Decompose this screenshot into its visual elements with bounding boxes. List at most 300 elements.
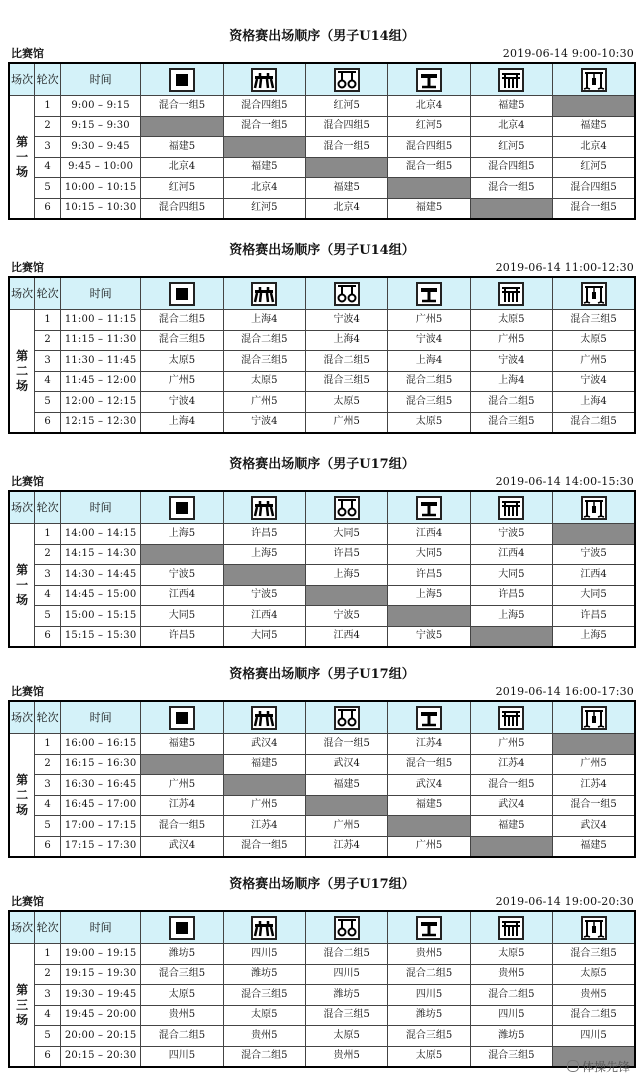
empty-slot: [553, 734, 635, 755]
team-cell: 广州5: [470, 330, 552, 351]
table-row: [9, 351, 635, 372]
pommel-horse-icon: [251, 282, 277, 306]
team-cell: 宁波5: [553, 544, 635, 565]
team-cell: 混合二组5: [388, 964, 470, 985]
table-row: [9, 96, 635, 117]
team-cell: 混合三组5: [470, 412, 552, 433]
team-cell: 武汉4: [223, 734, 305, 755]
team-cell: 潍坊5: [141, 944, 223, 965]
time-slot: 9:30 – 9:45: [60, 137, 140, 158]
table-row: [9, 944, 635, 965]
round-number: 5: [35, 816, 61, 837]
header-row: [9, 277, 635, 310]
team-cell: 潍坊5: [305, 985, 387, 1006]
date-time: 2019-06-14 16:00-17:30: [495, 685, 634, 698]
time-slot: 12:15 – 12:30: [60, 412, 140, 433]
team-cell: 混合二组5: [141, 310, 223, 331]
empty-slot: [470, 198, 552, 219]
time-slot: 16:15 – 16:30: [60, 754, 140, 775]
team-cell: 混合一组5: [553, 795, 635, 816]
team-cell: 武汉4: [470, 795, 552, 816]
team-cell: 宁波4: [470, 351, 552, 372]
horizontal-bar-icon: [581, 282, 607, 306]
team-cell: 混合三组5: [553, 310, 635, 331]
parallel-bars-icon: [498, 68, 524, 92]
table-row: [9, 795, 635, 816]
empty-slot: [305, 585, 387, 606]
table-row: [9, 836, 635, 857]
apparatus-header: [223, 63, 305, 96]
team-cell: 许昌5: [388, 565, 470, 586]
time-slot: 14:30 – 14:45: [60, 565, 140, 586]
team-cell: 红河5: [223, 198, 305, 219]
session-header: 场次: [9, 911, 35, 944]
team-cell: 许昌5: [470, 585, 552, 606]
team-cell: 北京4: [141, 157, 223, 178]
team-cell: 武汉4: [553, 816, 635, 837]
apparatus-header: [470, 63, 552, 96]
time-slot: 11:15 – 11:30: [60, 330, 140, 351]
apparatus-header: [223, 491, 305, 524]
empty-slot: [305, 157, 387, 178]
table-row: [9, 775, 635, 796]
team-cell: 混合二组5: [305, 351, 387, 372]
team-cell: 混合三组5: [223, 985, 305, 1006]
floor-exercise-icon: [169, 916, 195, 940]
team-cell: 太原5: [305, 392, 387, 413]
time-header: 时间: [60, 491, 140, 524]
round-header: 轮次: [35, 63, 61, 96]
time-slot: 16:45 – 17:00: [60, 795, 140, 816]
table-row: [9, 1005, 635, 1026]
time-slot: 11:00 – 11:15: [60, 310, 140, 331]
team-cell: 宁波4: [553, 371, 635, 392]
empty-slot: [223, 775, 305, 796]
empty-slot: [388, 606, 470, 627]
team-cell: 混合一组5: [470, 775, 552, 796]
parallel-bars-icon: [498, 916, 524, 940]
team-cell: 江苏4: [141, 795, 223, 816]
team-cell: 太原5: [223, 371, 305, 392]
venue-label: 比赛馆: [11, 685, 44, 698]
team-cell: 四川5: [141, 1046, 223, 1067]
time-slot: 12:00 – 12:15: [60, 392, 140, 413]
table-row: [9, 1026, 635, 1047]
apparatus-header: [553, 491, 635, 524]
team-cell: 混合三组5: [388, 392, 470, 413]
wechat-logo-icon: [567, 1060, 579, 1072]
apparatus-header: [388, 701, 470, 734]
apparatus-header: [388, 911, 470, 944]
team-cell: 贵州5: [388, 944, 470, 965]
rings-icon: [334, 282, 360, 306]
empty-slot: [553, 524, 635, 545]
team-cell: 混合一组5: [223, 836, 305, 857]
round-number: 4: [35, 157, 61, 178]
table-row: [9, 626, 635, 647]
team-cell: 广州5: [553, 351, 635, 372]
team-cell: 江西4: [223, 606, 305, 627]
time-slot: 10:00 – 10:15: [60, 178, 140, 199]
round-number: 3: [35, 351, 61, 372]
team-cell: 福建5: [553, 836, 635, 857]
venue-label: 比赛馆: [11, 475, 44, 488]
empty-slot: [141, 116, 223, 137]
round-number: 1: [35, 524, 61, 545]
team-cell: 太原5: [388, 1046, 470, 1067]
schedule-table: [8, 62, 636, 220]
apparatus-header: [305, 701, 387, 734]
table-row: [9, 754, 635, 775]
round-number: 2: [35, 544, 61, 565]
apparatus-header: [141, 63, 223, 96]
empty-slot: [141, 754, 223, 775]
round-number: 5: [35, 606, 61, 627]
team-cell: 广州5: [305, 412, 387, 433]
team-cell: 武汉4: [305, 754, 387, 775]
team-cell: 大同5: [141, 606, 223, 627]
team-cell: 混合二组5: [553, 412, 635, 433]
team-cell: 混合三组5: [305, 1005, 387, 1026]
team-cell: 混合三组5: [470, 1046, 552, 1067]
round-number: 1: [35, 944, 61, 965]
team-cell: 上海5: [305, 565, 387, 586]
team-cell: 福建5: [388, 198, 470, 219]
team-cell: 混合二组5: [553, 1005, 635, 1026]
block-title: 资格赛出场顺序（男子U17组）: [229, 877, 415, 892]
team-cell: 混合三组5: [388, 1026, 470, 1047]
team-cell: 宁波5: [305, 606, 387, 627]
team-cell: 四川5: [553, 1026, 635, 1047]
team-cell: 武汉4: [141, 836, 223, 857]
team-cell: 混合二组5: [388, 371, 470, 392]
watermark: 体操先锋: [567, 1058, 630, 1075]
table-row: [9, 985, 635, 1006]
table-row: [9, 412, 635, 433]
parallel-bars-icon: [498, 282, 524, 306]
team-cell: 福建5: [388, 795, 470, 816]
team-cell: 北京4: [388, 96, 470, 117]
team-cell: 宁波5: [470, 524, 552, 545]
round-number: 6: [35, 198, 61, 219]
team-cell: 武汉4: [388, 775, 470, 796]
time-slot: 15:00 – 15:15: [60, 606, 140, 627]
team-cell: 上海5: [553, 626, 635, 647]
team-cell: 潍坊5: [388, 1005, 470, 1026]
block-title: 资格赛出场顺序（男子U14组）: [229, 243, 415, 258]
team-cell: 混合四组5: [223, 96, 305, 117]
time-slot: 11:30 – 11:45: [60, 351, 140, 372]
time-header: 时间: [60, 63, 140, 96]
table-row: [9, 565, 635, 586]
team-cell: 太原5: [305, 1026, 387, 1047]
team-cell: 大同5: [305, 524, 387, 545]
time-slot: 19:30 – 19:45: [60, 985, 140, 1006]
time-slot: 20:00 – 20:15: [60, 1026, 140, 1047]
table-row: [9, 816, 635, 837]
team-cell: 贵州5: [553, 985, 635, 1006]
session-label: 第 二 场: [9, 310, 35, 434]
team-cell: 许昌5: [305, 544, 387, 565]
floor-exercise-icon: [169, 706, 195, 730]
horizontal-bar-icon: [581, 916, 607, 940]
team-cell: 混合四组5: [141, 198, 223, 219]
team-cell: 潍坊5: [223, 964, 305, 985]
date-time: 2019-06-14 9:00-10:30: [502, 47, 634, 60]
pommel-horse-icon: [251, 68, 277, 92]
round-number: 5: [35, 1026, 61, 1047]
team-cell: 混合一组5: [141, 816, 223, 837]
empty-slot: [470, 626, 552, 647]
schedule-table: [8, 700, 636, 858]
team-cell: 上海5: [388, 585, 470, 606]
empty-slot: [553, 96, 635, 117]
team-cell: 太原5: [470, 310, 552, 331]
table-row: [9, 157, 635, 178]
team-cell: 混合四组5: [388, 137, 470, 158]
team-cell: 北京4: [305, 198, 387, 219]
team-cell: 福建5: [470, 96, 552, 117]
date-time: 2019-06-14 19:00-20:30: [495, 895, 634, 908]
team-cell: 混合一组5: [141, 96, 223, 117]
apparatus-header: [470, 911, 552, 944]
team-cell: 大同5: [470, 565, 552, 586]
team-cell: 广州5: [223, 795, 305, 816]
team-cell: 福建5: [223, 157, 305, 178]
schedule-table: [8, 276, 636, 434]
team-cell: 大同5: [553, 585, 635, 606]
round-number: 1: [35, 96, 61, 117]
team-cell: 许昌5: [223, 524, 305, 545]
team-cell: 红河5: [305, 96, 387, 117]
team-cell: 混合一组5: [305, 734, 387, 755]
time-slot: 15:15 – 15:30: [60, 626, 140, 647]
team-cell: 红河5: [141, 178, 223, 199]
team-cell: 太原5: [141, 985, 223, 1006]
round-number: 3: [35, 565, 61, 586]
team-cell: 上海4: [553, 392, 635, 413]
team-cell: 宁波5: [141, 565, 223, 586]
team-cell: 大同5: [223, 626, 305, 647]
date-time: 2019-06-14 14:00-15:30: [495, 475, 634, 488]
table-row: [9, 734, 635, 755]
time-header: 时间: [60, 277, 140, 310]
team-cell: 北京4: [470, 116, 552, 137]
round-header: 轮次: [35, 911, 61, 944]
team-cell: 太原5: [470, 944, 552, 965]
team-cell: 江苏4: [388, 734, 470, 755]
apparatus-header: [141, 491, 223, 524]
session-label: 第 二 场: [9, 734, 35, 858]
apparatus-header: [141, 701, 223, 734]
team-cell: 上海4: [388, 351, 470, 372]
round-number: 4: [35, 795, 61, 816]
venue-label: 比赛馆: [11, 47, 44, 60]
session-label: 第 一 场: [9, 96, 35, 220]
session-header: 场次: [9, 701, 35, 734]
team-cell: 福建5: [553, 116, 635, 137]
table-row: [9, 964, 635, 985]
round-header: 轮次: [35, 277, 61, 310]
empty-slot: [223, 565, 305, 586]
horizontal-bar-icon: [581, 706, 607, 730]
pommel-horse-icon: [251, 916, 277, 940]
team-cell: 许昌5: [553, 606, 635, 627]
time-slot: 19:15 – 19:30: [60, 964, 140, 985]
time-slot: 19:45 – 20:00: [60, 1005, 140, 1026]
apparatus-header: [470, 277, 552, 310]
team-cell: 四川5: [223, 944, 305, 965]
venue-label: 比赛馆: [11, 261, 44, 274]
team-cell: 上海4: [470, 371, 552, 392]
team-cell: 上海5: [223, 544, 305, 565]
team-cell: 广州5: [553, 754, 635, 775]
date-time: 2019-06-14 11:00-12:30: [495, 261, 634, 274]
apparatus-header: [470, 701, 552, 734]
team-cell: 宁波4: [223, 412, 305, 433]
team-cell: 江苏4: [470, 754, 552, 775]
round-number: 4: [35, 585, 61, 606]
team-cell: 混合二组5: [223, 330, 305, 351]
table-row: [9, 1046, 635, 1067]
rings-icon: [334, 496, 360, 520]
team-cell: 上海4: [223, 310, 305, 331]
team-cell: 上海5: [141, 524, 223, 545]
team-cell: 混合三组5: [141, 330, 223, 351]
team-cell: 混合一组5: [223, 116, 305, 137]
team-cell: 混合三组5: [141, 964, 223, 985]
team-cell: 混合一组5: [305, 137, 387, 158]
empty-slot: [388, 178, 470, 199]
team-cell: 江西4: [388, 524, 470, 545]
empty-slot: [223, 137, 305, 158]
team-cell: 混合二组5: [223, 1046, 305, 1067]
table-row: [9, 524, 635, 545]
team-cell: 广州5: [388, 310, 470, 331]
team-cell: 福建5: [141, 137, 223, 158]
pommel-horse-icon: [251, 706, 277, 730]
block-title: 资格赛出场顺序（男子U17组）: [229, 667, 415, 682]
round-number: 1: [35, 310, 61, 331]
table-row: [9, 116, 635, 137]
floor-exercise-icon: [169, 68, 195, 92]
round-number: 2: [35, 116, 61, 137]
apparatus-header: [388, 63, 470, 96]
team-cell: 贵州5: [470, 964, 552, 985]
team-cell: 福建5: [470, 816, 552, 837]
apparatus-header: [305, 63, 387, 96]
team-cell: 上海5: [470, 606, 552, 627]
round-number: 3: [35, 775, 61, 796]
round-number: 4: [35, 371, 61, 392]
team-cell: 混合四组5: [553, 178, 635, 199]
time-slot: 16:00 – 16:15: [60, 734, 140, 755]
vault-icon: [416, 68, 442, 92]
apparatus-header: [223, 911, 305, 944]
team-cell: 宁波4: [305, 310, 387, 331]
time-slot: 17:15 – 17:30: [60, 836, 140, 857]
round-number: 6: [35, 412, 61, 433]
time-slot: 17:00 – 17:15: [60, 816, 140, 837]
team-cell: 江苏4: [223, 816, 305, 837]
rings-icon: [334, 706, 360, 730]
empty-slot: [470, 836, 552, 857]
team-cell: 福建5: [141, 734, 223, 755]
header-row: [9, 911, 635, 944]
table-row: [9, 585, 635, 606]
round-number: 2: [35, 330, 61, 351]
team-cell: 红河5: [388, 116, 470, 137]
round-number: 2: [35, 754, 61, 775]
apparatus-header: [223, 277, 305, 310]
schedule-table: [8, 490, 636, 648]
time-slot: 20:15 – 20:30: [60, 1046, 140, 1067]
round-number: 5: [35, 392, 61, 413]
round-number: 3: [35, 137, 61, 158]
venue-label: 比赛馆: [11, 895, 44, 908]
time-slot: 14:15 – 14:30: [60, 544, 140, 565]
table-row: [9, 330, 635, 351]
rings-icon: [334, 68, 360, 92]
table-row: [9, 310, 635, 331]
team-cell: 四川5: [305, 964, 387, 985]
horizontal-bar-icon: [581, 496, 607, 520]
team-cell: 混合四组5: [305, 116, 387, 137]
time-slot: 16:30 – 16:45: [60, 775, 140, 796]
team-cell: 广州5: [223, 392, 305, 413]
team-cell: 大同5: [388, 544, 470, 565]
time-slot: 11:45 – 12:00: [60, 371, 140, 392]
time-slot: 10:15 – 10:30: [60, 198, 140, 219]
empty-slot: [388, 816, 470, 837]
team-cell: 贵州5: [141, 1005, 223, 1026]
time-slot: 9:00 – 9:15: [60, 96, 140, 117]
apparatus-header: [141, 911, 223, 944]
apparatus-header: [388, 277, 470, 310]
apparatus-header: [553, 277, 635, 310]
team-cell: 太原5: [141, 351, 223, 372]
session-header: 场次: [9, 491, 35, 524]
rings-icon: [334, 916, 360, 940]
header-row: [9, 63, 635, 96]
vault-icon: [416, 282, 442, 306]
vault-icon: [416, 916, 442, 940]
team-cell: 江西4: [553, 565, 635, 586]
apparatus-header: [388, 491, 470, 524]
apparatus-header: [305, 911, 387, 944]
round-header: 轮次: [35, 491, 61, 524]
team-cell: 江苏4: [553, 775, 635, 796]
apparatus-header: [305, 491, 387, 524]
vault-icon: [416, 706, 442, 730]
team-cell: 上海4: [305, 330, 387, 351]
team-cell: 混合一组5: [388, 157, 470, 178]
table-row: [9, 178, 635, 199]
parallel-bars-icon: [498, 496, 524, 520]
block-title: 资格赛出场顺序（男子U17组）: [229, 457, 415, 472]
apparatus-header: [553, 701, 635, 734]
time-slot: 9:45 – 10:00: [60, 157, 140, 178]
team-cell: 贵州5: [305, 1046, 387, 1067]
team-cell: 太原5: [388, 412, 470, 433]
session-header: 场次: [9, 63, 35, 96]
team-cell: 宁波4: [388, 330, 470, 351]
team-cell: 混合三组5: [223, 351, 305, 372]
apparatus-header: [553, 911, 635, 944]
team-cell: 福建5: [305, 178, 387, 199]
team-cell: 广州5: [141, 775, 223, 796]
team-cell: 混合一组5: [388, 754, 470, 775]
